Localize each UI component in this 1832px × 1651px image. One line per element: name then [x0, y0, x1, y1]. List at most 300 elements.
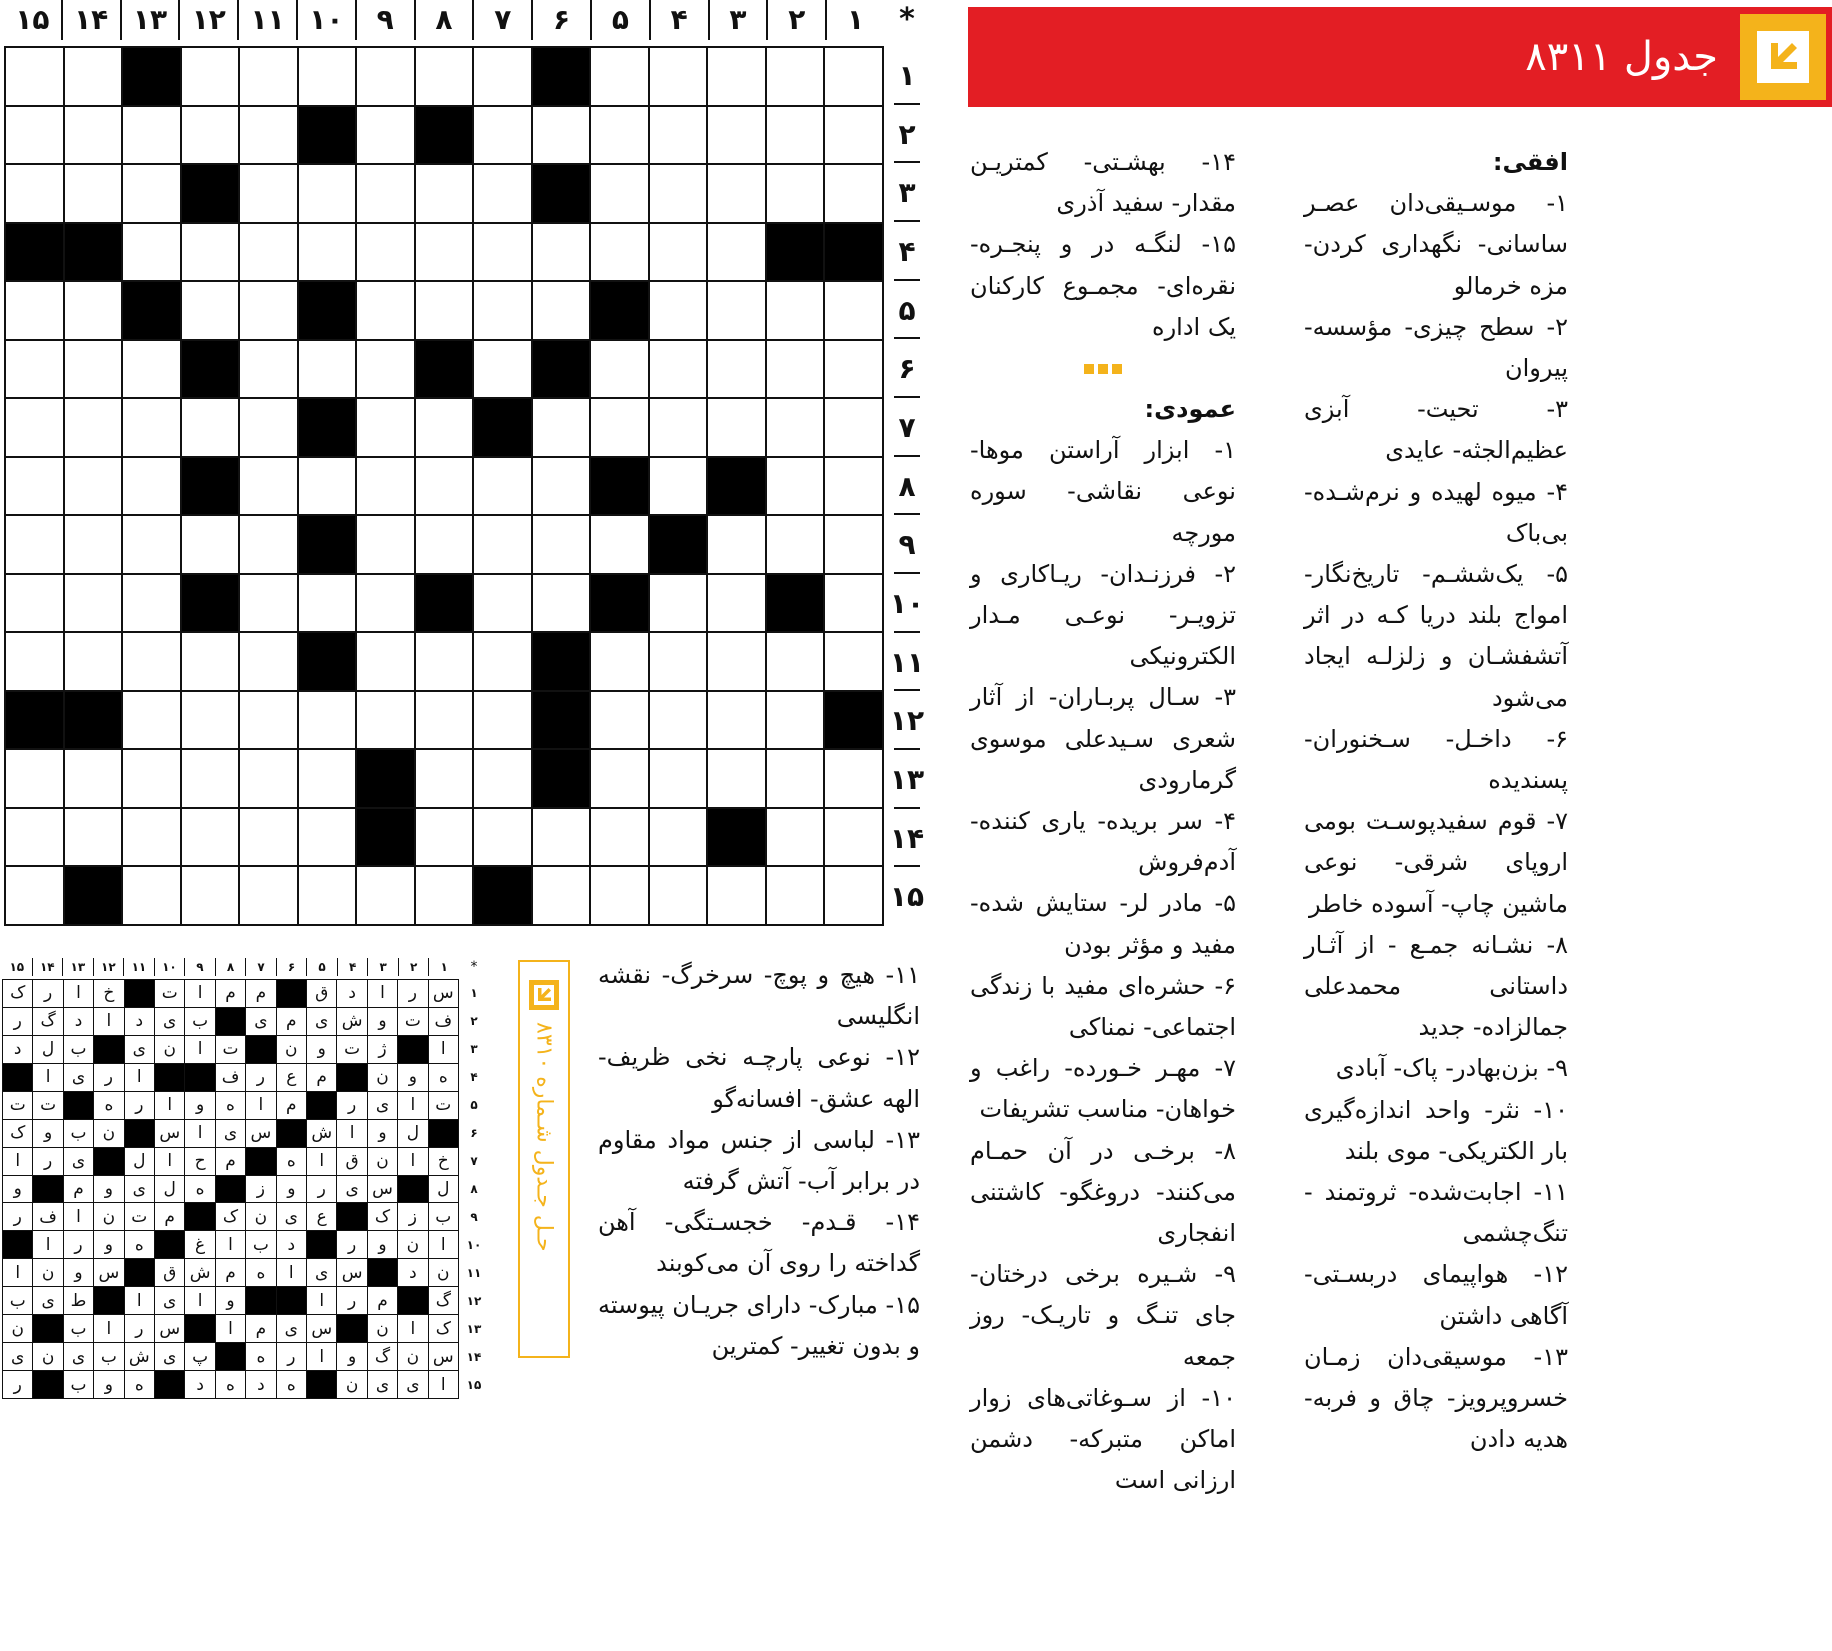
solution-cell-black: [155, 1231, 184, 1258]
solution-cell-black: [216, 1343, 245, 1370]
grid-cell[interactable]: [474, 809, 531, 866]
grid-cell[interactable]: [182, 867, 239, 924]
grid-cell[interactable]: [533, 224, 590, 281]
grid-cell-black: [357, 750, 414, 807]
grid-cell[interactable]: [240, 399, 297, 456]
grid-cell[interactable]: [825, 516, 882, 573]
solution-cell: س: [337, 1259, 366, 1286]
grid-cell[interactable]: [533, 516, 590, 573]
solution-cell: ا: [33, 1231, 62, 1258]
grid-cell[interactable]: [533, 809, 590, 866]
grid-cell[interactable]: [123, 575, 180, 632]
grid-cell[interactable]: [123, 224, 180, 281]
solution-cell: ی: [64, 1343, 93, 1370]
grid-cell[interactable]: [650, 575, 707, 632]
grid-cell[interactable]: [6, 165, 63, 222]
grid-cell[interactable]: [708, 867, 765, 924]
grid-cell[interactable]: [416, 692, 473, 749]
grid-cell[interactable]: [65, 750, 122, 807]
grid-cell[interactable]: [182, 399, 239, 456]
grid-cell[interactable]: [240, 750, 297, 807]
grid-cell[interactable]: [299, 692, 356, 749]
grid-cell[interactable]: [6, 867, 63, 924]
vertical-clue: ۳- سـال پربـاران- از آثار شعری سـیدعلی موسوی گرمارودی: [970, 683, 1236, 794]
puzzle-title: جدول ۸۳۱۱: [1525, 34, 1718, 80]
grid-cell[interactable]: [299, 458, 356, 515]
vertical-clue: ۱- ابزار آراستن موها- نوعی نقاشی- سوره مورچه: [970, 436, 1236, 547]
grid-cell[interactable]: [825, 165, 882, 222]
grid-cell[interactable]: [240, 107, 297, 164]
grid-cell[interactable]: [767, 809, 824, 866]
solution-cell-black: [307, 1371, 336, 1398]
solution-cell-black: [246, 1148, 275, 1175]
grid-cell[interactable]: [65, 633, 122, 690]
solution-cell: ا: [398, 1148, 427, 1175]
horizontal-clue: ۷- قوم سفیدپوسـت بومی اروپای شرقی- نوعی ماشین چاپ- آسوده خاطر: [1304, 807, 1568, 918]
grid-cell[interactable]: [767, 867, 824, 924]
grid-column-number: ۱۴: [61, 0, 120, 40]
grid-cell[interactable]: [474, 224, 531, 281]
grid-cell[interactable]: [708, 48, 765, 105]
grid-cell[interactable]: [767, 107, 824, 164]
grid-cell[interactable]: [6, 107, 63, 164]
solution-cell: ع: [307, 1203, 336, 1230]
grid-cell[interactable]: [123, 809, 180, 866]
grid-cell[interactable]: [65, 341, 122, 398]
grid-cell[interactable]: [240, 224, 297, 281]
grid-column-number: ۷: [472, 0, 531, 40]
grid-cell[interactable]: [474, 516, 531, 573]
grid-cell[interactable]: [6, 516, 63, 573]
grid-cell[interactable]: [708, 107, 765, 164]
grid-cell[interactable]: [416, 399, 473, 456]
grid-cell[interactable]: [416, 165, 473, 222]
grid-cell[interactable]: [708, 575, 765, 632]
grid-cell[interactable]: [357, 107, 414, 164]
grid-cell[interactable]: [240, 809, 297, 866]
solution-cell: ر: [277, 1343, 306, 1370]
solution-cell: ن: [246, 1203, 275, 1230]
grid-cell[interactable]: [240, 282, 297, 339]
solution-cell: ا: [94, 1008, 123, 1035]
solution-cell-black: [307, 1231, 336, 1258]
solution-cell: ت: [216, 1036, 245, 1063]
solution-cell: ه: [125, 1231, 154, 1258]
grid-cell[interactable]: [591, 165, 648, 222]
grid-cell[interactable]: [6, 48, 63, 105]
grid-cell[interactable]: [65, 48, 122, 105]
grid-cell[interactable]: [240, 48, 297, 105]
solution-cell: ی: [64, 1064, 93, 1091]
grid-cell[interactable]: [182, 48, 239, 105]
grid-cell[interactable]: [474, 750, 531, 807]
solution-cell: ل: [33, 1036, 62, 1063]
grid-cell[interactable]: [416, 458, 473, 515]
solution-row-number: ۱۰: [466, 1238, 482, 1252]
grid-cell[interactable]: [767, 516, 824, 573]
grid-cell[interactable]: [6, 750, 63, 807]
grid-cell-black: [65, 692, 122, 749]
grid-cell[interactable]: [416, 633, 473, 690]
grid-cell[interactable]: [182, 516, 239, 573]
grid-cell[interactable]: [533, 399, 590, 456]
grid-column-number: ۳: [708, 0, 767, 40]
grid-cell-black: [123, 48, 180, 105]
grid-cell[interactable]: [474, 692, 531, 749]
grid-cell-black: [416, 341, 473, 398]
grid-cell[interactable]: [6, 633, 63, 690]
grid-cell[interactable]: [474, 633, 531, 690]
grid-cell[interactable]: [299, 165, 356, 222]
grid-cell[interactable]: [182, 692, 239, 749]
solution-title: حـل جـدول شـماره ۸۳۱۰: [531, 1022, 557, 1252]
solution-cell: ن: [429, 1259, 458, 1286]
grid-cell[interactable]: [650, 458, 707, 515]
solution-cell: ت: [155, 980, 184, 1007]
vertical-clue: ۱۰- از سـوغاتی‌های زوار اماکن متبرکه- دشمن ارزانی است: [970, 1383, 1236, 1495]
grid-cell[interactable]: [416, 809, 473, 866]
grid-cell[interactable]: [825, 341, 882, 398]
grid-row-number: ۸: [888, 457, 926, 516]
grid-cell[interactable]: [474, 458, 531, 515]
solution-cell-black: [216, 1176, 245, 1203]
grid-cell[interactable]: [357, 633, 414, 690]
grid-cell[interactable]: [240, 458, 297, 515]
grid-cell[interactable]: [123, 516, 180, 573]
grid-cell[interactable]: [65, 282, 122, 339]
solution-cell: م: [216, 980, 245, 1007]
grid-cell[interactable]: [240, 575, 297, 632]
grid-cell[interactable]: [474, 48, 531, 105]
grid-cell[interactable]: [591, 48, 648, 105]
grid-cell[interactable]: [357, 48, 414, 105]
horizontal-clue: ۱۲- هواپیمای دربسـتی- آگاهی داشتن: [1304, 1260, 1568, 1330]
grid-cell[interactable]: [182, 282, 239, 339]
solution-cell: ا: [125, 1287, 154, 1314]
grid-row-number: ۱۱: [888, 633, 926, 692]
solution-cell: ر: [337, 1092, 366, 1119]
grid-cell[interactable]: [650, 224, 707, 281]
vertical-clue: ۴- سر بریده- یاری کننده- آدم‌فروش: [970, 807, 1236, 877]
grid-cell-black: [182, 165, 239, 222]
grid-cell[interactable]: [357, 282, 414, 339]
grid-cell[interactable]: [591, 107, 648, 164]
solution-cell: گ: [429, 1287, 458, 1314]
grid-cell[interactable]: [767, 282, 824, 339]
grid-cell[interactable]: [6, 282, 63, 339]
grid-cell[interactable]: [65, 458, 122, 515]
grid-cell[interactable]: [591, 224, 648, 281]
grid-cell[interactable]: [6, 399, 63, 456]
solution-cell-black: [94, 1148, 123, 1175]
grid-cell[interactable]: [591, 633, 648, 690]
grid-cell[interactable]: [533, 575, 590, 632]
grid-cell[interactable]: [767, 399, 824, 456]
grid-cell[interactable]: [708, 341, 765, 398]
horizontal-clue: ۱- موسـیقی‌دان عصـر ساسانی- نگهداری کردن- مزه خرمالو: [1304, 189, 1568, 300]
grid-cell[interactable]: [123, 399, 180, 456]
grid-cell[interactable]: [299, 224, 356, 281]
grid-cell[interactable]: [6, 341, 63, 398]
solution-cell: ه: [429, 1064, 458, 1091]
solution-row-number: ۵: [470, 1098, 478, 1112]
grid-cell[interactable]: [708, 692, 765, 749]
grid-cell[interactable]: [825, 282, 882, 339]
solution-cell: ر: [33, 1148, 62, 1175]
solution-cell: ک: [3, 980, 32, 1007]
solution-cell: ا: [3, 1259, 32, 1286]
grid-row-numbers: [888, 46, 926, 926]
grid-cell[interactable]: [182, 224, 239, 281]
solution-cell: و: [94, 1231, 123, 1258]
grid-cell[interactable]: [474, 575, 531, 632]
solution-cell: ه: [94, 1092, 123, 1119]
solution-cell: و: [94, 1371, 123, 1398]
grid-cell[interactable]: [299, 867, 356, 924]
solution-cell: گ: [33, 1008, 62, 1035]
grid-cell[interactable]: [650, 341, 707, 398]
grid-cell[interactable]: [708, 516, 765, 573]
grid-cell[interactable]: [708, 224, 765, 281]
grid-cell[interactable]: [708, 750, 765, 807]
solution-cell: و: [64, 1259, 93, 1286]
grid-column-number: ۱۵: [15, 3, 50, 36]
solution-cell-black: [307, 1092, 336, 1119]
grid-cell[interactable]: [123, 165, 180, 222]
grid-cell[interactable]: [123, 341, 180, 398]
grid-row-number: ۱۰: [888, 574, 926, 633]
grid-cell[interactable]: [825, 399, 882, 456]
solution-cell: ا: [246, 1092, 275, 1119]
solution-cell-black: [398, 1036, 427, 1063]
grid-cell[interactable]: [65, 516, 122, 573]
grid-cell[interactable]: [357, 516, 414, 573]
grid-cell[interactable]: [123, 692, 180, 749]
grid-cell[interactable]: [650, 165, 707, 222]
grid-cell[interactable]: [123, 867, 180, 924]
solution-cell: م: [216, 1259, 245, 1286]
solution-cell: د: [246, 1371, 275, 1398]
solution-row-number: ۱۱: [466, 1266, 482, 1280]
grid-cell[interactable]: [650, 750, 707, 807]
grid-cell[interactable]: [825, 633, 882, 690]
solution-cell-black: [33, 1371, 62, 1398]
horizontal-clue: ۸- نشـانه جمـع - از آثـار داستانی محمدعلی جمالزاده- جدید: [1304, 930, 1568, 1042]
horizontal-clue: ۲- سطح چیزی- مؤسسه- پیروان: [1304, 312, 1568, 383]
grid-cell[interactable]: [123, 458, 180, 515]
grid-cell[interactable]: [825, 107, 882, 164]
separator-dots: [970, 348, 1236, 389]
solution-cell: ف: [33, 1203, 62, 1230]
grid-cell[interactable]: [708, 165, 765, 222]
grid-cell[interactable]: [182, 107, 239, 164]
grid-cell[interactable]: [6, 809, 63, 866]
grid-cell[interactable]: [123, 633, 180, 690]
solution-cell: م: [246, 980, 275, 1007]
solution-cell: د: [64, 1008, 93, 1035]
solution-cell-black: [398, 1287, 427, 1314]
grid-cell[interactable]: [65, 107, 122, 164]
grid-cell[interactable]: [240, 867, 297, 924]
grid-cell[interactable]: [767, 48, 824, 105]
solution-cell-black: [429, 1120, 458, 1147]
grid-cell[interactable]: [240, 633, 297, 690]
grid-cell[interactable]: [591, 692, 648, 749]
solution-cell: ه: [125, 1371, 154, 1398]
solution-cell-black: [64, 1092, 93, 1119]
grid-cell[interactable]: [591, 809, 648, 866]
grid-cell[interactable]: [299, 809, 356, 866]
grid-cell[interactable]: [767, 165, 824, 222]
grid-cell[interactable]: [825, 575, 882, 632]
grid-cell[interactable]: [65, 399, 122, 456]
solution-row-number: ۳: [470, 1042, 478, 1056]
grid-cell[interactable]: [357, 458, 414, 515]
grid-cell[interactable]: [474, 107, 531, 164]
grid-cell[interactable]: [533, 282, 590, 339]
solution-cell: س: [155, 1120, 184, 1147]
grid-cell[interactable]: [182, 750, 239, 807]
solution-cell-black: [277, 1120, 306, 1147]
grid-cell[interactable]: [708, 633, 765, 690]
grid-cell[interactable]: [357, 165, 414, 222]
solution-row-number: ۷: [470, 1154, 478, 1168]
solution-cell: ا: [3, 1148, 32, 1175]
grid-cell[interactable]: [299, 750, 356, 807]
grid-cell[interactable]: [767, 750, 824, 807]
solution-cell: ی: [33, 1287, 62, 1314]
grid-cell[interactable]: [825, 750, 882, 807]
grid-cell[interactable]: [650, 399, 707, 456]
grid-cell[interactable]: [182, 809, 239, 866]
grid-cell[interactable]: [357, 399, 414, 456]
grid-cell[interactable]: [474, 341, 531, 398]
solution-cell-black: [33, 1176, 62, 1203]
grid-cell[interactable]: [416, 750, 473, 807]
grid-cell[interactable]: [591, 867, 648, 924]
grid-cell[interactable]: [65, 809, 122, 866]
solution-cell: ع: [277, 1064, 306, 1091]
grid-cell-black: [182, 341, 239, 398]
grid-cell[interactable]: [533, 867, 590, 924]
grid-cell[interactable]: [123, 750, 180, 807]
grid-cell[interactable]: [416, 48, 473, 105]
grid-cell[interactable]: [591, 516, 648, 573]
solution-cell: و: [33, 1120, 62, 1147]
solution-cell: ا: [216, 1231, 245, 1258]
solution-cell-black: [277, 1287, 306, 1314]
grid-cell-black: [6, 692, 63, 749]
solution-cell: ن: [277, 1036, 306, 1063]
grid-cell-black: [65, 224, 122, 281]
solution-cell: ب: [246, 1231, 275, 1258]
grid-cell[interactable]: [650, 48, 707, 105]
solution-cell: غ: [185, 1231, 214, 1258]
grid-cell[interactable]: [767, 692, 824, 749]
solution-cell: ن: [368, 1064, 397, 1091]
solution-row-number: ۱۲: [466, 1294, 482, 1308]
grid-cell-black: [708, 458, 765, 515]
grid-cell[interactable]: [474, 282, 531, 339]
grid-cell[interactable]: [357, 867, 414, 924]
solution-cell: ا: [216, 1315, 245, 1342]
grid-column-number: ۸: [414, 0, 473, 40]
grid-cell[interactable]: [6, 458, 63, 515]
grid-cell[interactable]: [533, 107, 590, 164]
solution-cell: ب: [64, 1315, 93, 1342]
grid-cell[interactable]: [767, 341, 824, 398]
solution-column-number: ۱۵: [9, 960, 25, 974]
grid-row-number: ۷: [888, 398, 926, 457]
grid-cell[interactable]: [650, 633, 707, 690]
grid-cell[interactable]: [123, 107, 180, 164]
solution-cell: م: [64, 1176, 93, 1203]
solution-cell-black: [337, 1315, 366, 1342]
solution-cell: ه: [277, 1371, 306, 1398]
grid-cell[interactable]: [650, 809, 707, 866]
solution-cell: ت: [33, 1092, 62, 1119]
grid-cell[interactable]: [299, 341, 356, 398]
grid-cell[interactable]: [182, 633, 239, 690]
grid-cell[interactable]: [650, 867, 707, 924]
vertical-clue: ۱۱- هیچ و پوچ- سرخرگ- نقشه انگلیسی: [598, 961, 920, 1031]
solution-cell-black: [3, 1231, 32, 1258]
grid-cell[interactable]: [650, 282, 707, 339]
grid-cell[interactable]: [299, 48, 356, 105]
grid-cell[interactable]: [240, 165, 297, 222]
grid-cell[interactable]: [591, 750, 648, 807]
grid-cell[interactable]: [767, 633, 824, 690]
grid-cell[interactable]: [416, 516, 473, 573]
grid-cell[interactable]: [825, 48, 882, 105]
solution-cell: ن: [337, 1371, 366, 1398]
horizontal-clue: ۱۴- بهشـتی- کمتریـن مقدار- سفید آذری: [970, 148, 1236, 218]
grid-cell[interactable]: [416, 224, 473, 281]
grid-cell[interactable]: [65, 575, 122, 632]
grid-cell[interactable]: [650, 692, 707, 749]
crossword-grid: [4, 46, 884, 926]
grid-cell[interactable]: [591, 341, 648, 398]
grid-cell[interactable]: [357, 224, 414, 281]
grid-cell[interactable]: [825, 458, 882, 515]
solution-cell: ل: [398, 1120, 427, 1147]
grid-cell[interactable]: [650, 107, 707, 164]
grid-cell[interactable]: [65, 165, 122, 222]
grid-cell[interactable]: [708, 282, 765, 339]
grid-cell[interactable]: [591, 399, 648, 456]
grid-cell[interactable]: [357, 692, 414, 749]
grid-cell[interactable]: [357, 341, 414, 398]
grid-cell[interactable]: [416, 282, 473, 339]
grid-cell[interactable]: [240, 516, 297, 573]
solution-cell: خ: [94, 980, 123, 1007]
grid-cell[interactable]: [708, 399, 765, 456]
grid-cell[interactable]: [533, 458, 590, 515]
grid-cell[interactable]: [357, 575, 414, 632]
grid-cell[interactable]: [767, 458, 824, 515]
grid-corner-star: *: [899, 2, 915, 37]
grid-cell[interactable]: [474, 165, 531, 222]
grid-cell[interactable]: [825, 867, 882, 924]
grid-cell[interactable]: [240, 341, 297, 398]
grid-cell[interactable]: [416, 867, 473, 924]
grid-cell-black: [533, 750, 590, 807]
grid-cell[interactable]: [6, 575, 63, 632]
grid-cell[interactable]: [240, 692, 297, 749]
grid-cell[interactable]: [825, 809, 882, 866]
grid-cell[interactable]: [299, 575, 356, 632]
grid-row-number: ۳: [888, 163, 926, 222]
